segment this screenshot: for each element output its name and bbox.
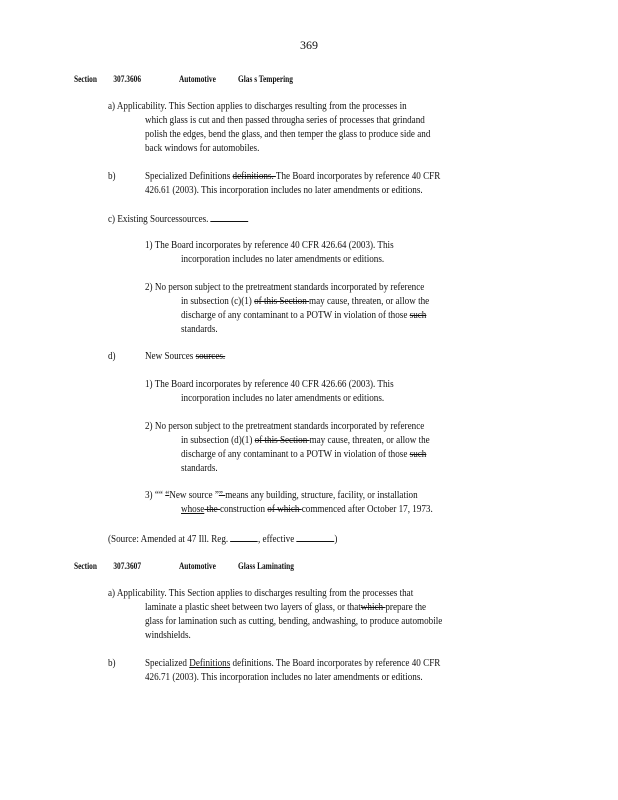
section-number: 307.3607 [113, 561, 142, 571]
text-run: Specialized [144, 658, 190, 669]
item-label: d) [108, 351, 116, 362]
text-run: prepare the [385, 602, 427, 613]
text-line: 2) No person subject to the pretreatment standards incorporated by reference [145, 282, 425, 293]
text-run: New source ” [169, 490, 219, 501]
text-line: 426.71 (2003). This incorporation includes no later amendments or editions. [145, 672, 423, 683]
section-heading-3606 [74, 74, 293, 84]
deleted-text: which [360, 602, 386, 613]
text-line: incorporation includes no later amendments or editions. [181, 254, 385, 265]
text-line: incorporation includes no later amendments or editions. [181, 393, 385, 404]
text-line: glass for lamination such as cutting, bending, andwashing, to produce automobile [145, 616, 443, 627]
text-run: c) Existing Sourcessources. [108, 214, 211, 225]
text-run: New Sources [144, 351, 196, 362]
register-blank [230, 531, 258, 542]
text-line: which glass is cut and then passed througha series of processes that grindand [145, 115, 425, 126]
deleted-text: ” [218, 490, 226, 501]
paragraph-applicability-3607 [108, 587, 491, 643]
text-line: 2) No person subject to the pretreatment standards incorporated by reference [145, 421, 425, 432]
deleted-text: of which [267, 504, 302, 515]
source-note [108, 531, 375, 547]
section-heading-3607 [74, 561, 294, 571]
text-run: construction [219, 504, 268, 515]
text-run: in subsection (d)(1) [181, 435, 255, 446]
subparagraph-existing-2 [145, 281, 470, 337]
text-run: , effective [257, 534, 297, 545]
paragraph-definitions [108, 170, 494, 198]
deleted-text: the [204, 504, 220, 515]
text-run: (Source: Amended at 47 Ill. Reg. [108, 534, 231, 545]
deleted-text: of this Section [254, 296, 310, 307]
inserted-text: whose [181, 504, 205, 515]
section-label: Section [74, 74, 97, 84]
paragraph-existing-sources [108, 211, 271, 227]
text-run: ) [334, 534, 338, 545]
text-line: back windows for automobiles. [145, 143, 260, 154]
section-title-part-b: Glas s Tempering [238, 74, 293, 84]
page-number: 369 [300, 38, 318, 52]
text-run: may cause, threaten, or allow the [309, 435, 430, 446]
text-run: in subsection (c)(1) [181, 296, 255, 307]
deleted-text: sources. [195, 351, 226, 362]
subparagraph-new-2 [145, 420, 470, 476]
deleted-text: such [409, 449, 427, 460]
text-line: a) Applicability. This Section applies to discharges resulting from the processes in [108, 101, 407, 112]
text-run: may cause, threaten, or allow the [309, 296, 430, 307]
text-run: Specialized Definitions [144, 171, 233, 182]
paragraph-applicability [108, 100, 477, 156]
inserted-text: Definitions [189, 658, 231, 669]
text-run: The Board incorporates by reference 40 CFR [275, 171, 441, 182]
section-title-part-a: Automotive [178, 561, 216, 571]
subparagraph-new-1 [145, 378, 434, 406]
section-title-part-b: Glass Laminating [238, 561, 294, 571]
deleted-text: definitions. [232, 171, 276, 182]
text-line: standards. [181, 463, 218, 474]
subparagraph-new-3 [145, 489, 474, 517]
text-run: commenced after October 17, 1973. [301, 504, 433, 515]
text-line: polish the edges, bend the glass, and then temper the glass to produce side and [145, 129, 431, 140]
text-line: windshields. [145, 630, 191, 641]
item-label: b) [108, 658, 116, 669]
text-line: a) Applicability. This Section applies to discharges resulting from the processes that [108, 588, 414, 599]
text-run: laminate a plastic sheet between two layers of glass, or that [145, 602, 361, 613]
text-run: definitions. The Board incorporates by reference 40 CFR [230, 658, 441, 669]
deleted-text: “ [165, 490, 170, 501]
deleted-text: such [409, 310, 427, 321]
text-run: means any building, structure, facility, or installation [225, 490, 418, 501]
text-line: 426.61 (2003). This incorporation includes no later amendments or editions. [145, 185, 423, 196]
effective-date-blank [297, 531, 335, 542]
section-number: 307.3606 [113, 74, 142, 84]
inserted-blank [211, 211, 249, 222]
section-title-part-a: Automotive [178, 74, 216, 84]
text-line: 1) The Board incorporates by reference 40 CFR 426.64 (2003). This [145, 240, 394, 251]
text-run: discharge of any contaminant to a POTW in violation of those [181, 449, 410, 460]
deleted-text: of this Section [254, 435, 310, 446]
paragraph-definitions-3607 [108, 657, 494, 685]
section-label: Section [74, 561, 97, 571]
text-run: discharge of any contaminant to a POTW in violation of those [181, 310, 410, 321]
item-label: b) [108, 171, 116, 182]
paragraph-new-sources [108, 350, 244, 364]
text-line: 1) The Board incorporates by reference 40 CFR 426.66 (2003). This [145, 379, 394, 390]
text-line: standards. [181, 324, 218, 335]
text-run: 3) ““ [145, 490, 166, 501]
subparagraph-existing-1 [145, 239, 434, 267]
